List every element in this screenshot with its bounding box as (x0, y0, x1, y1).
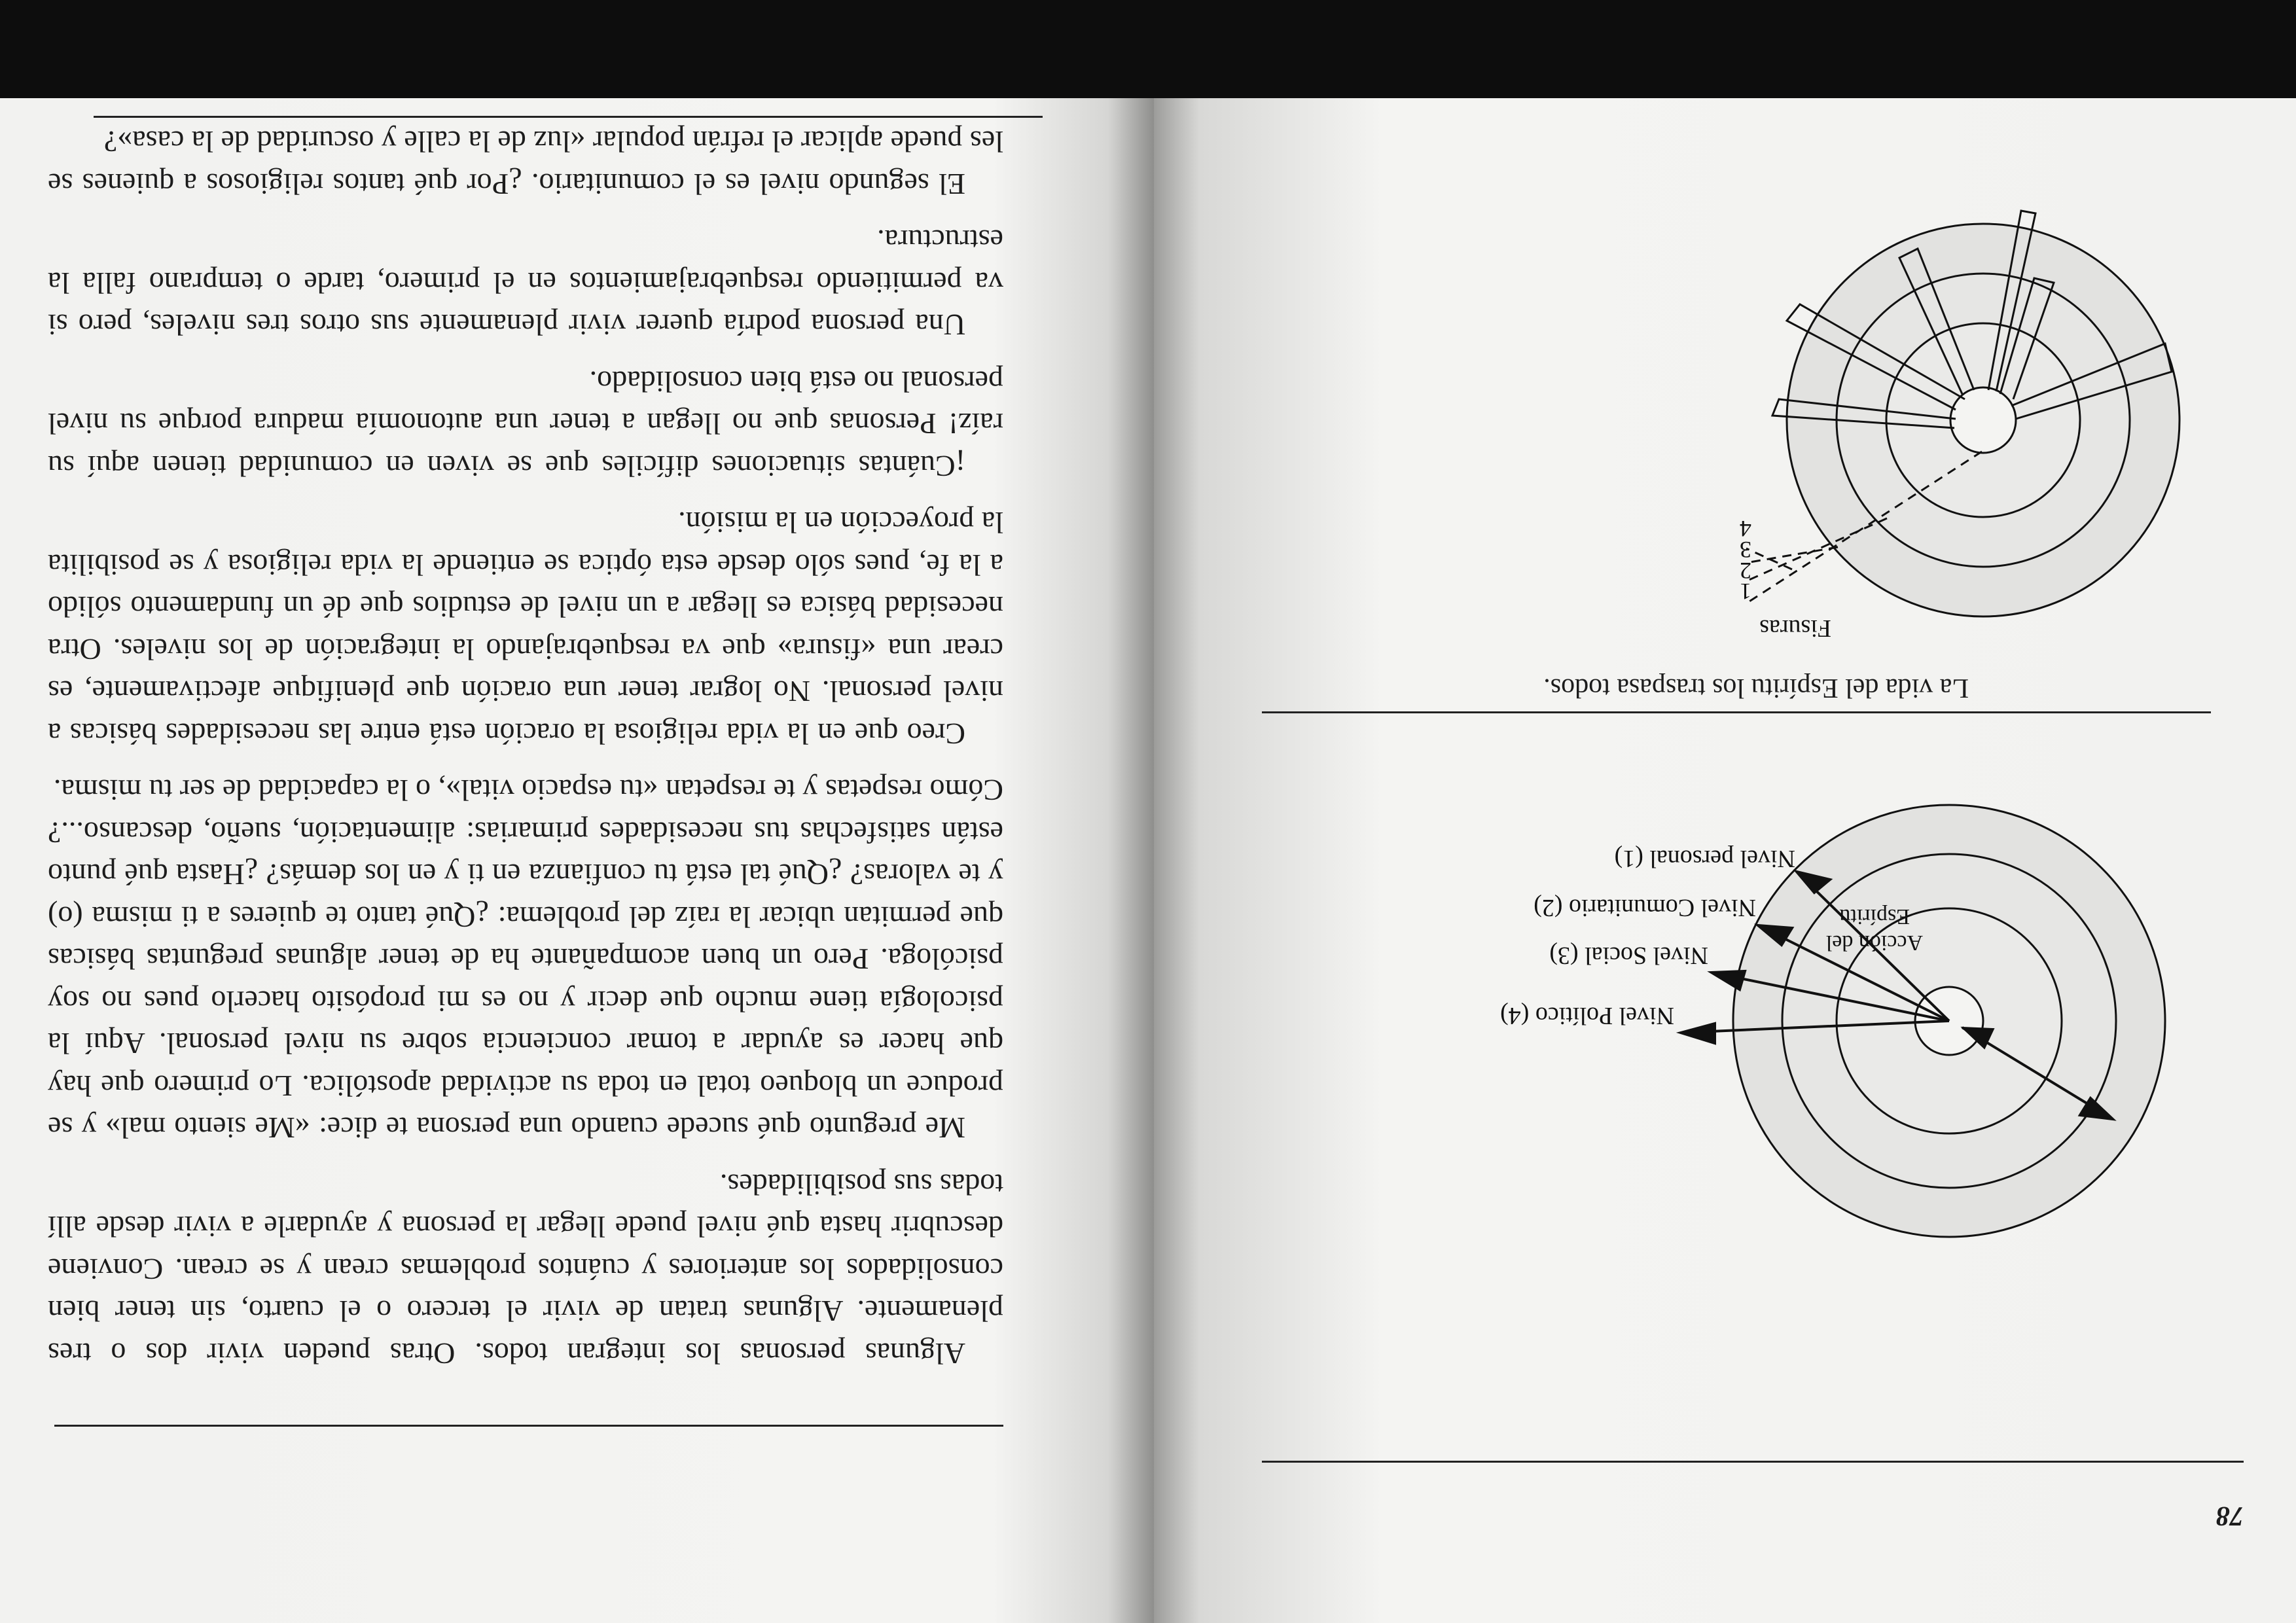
paragraph: Una persona podría querer vivir plenamente sus otros tres niveles, pero si va permitiendo resquebrajamientos en el primero, tarde o temprano falla la estructura. (48, 224, 1003, 342)
arrow-label-line1: Acción del (1825, 931, 1923, 955)
page-number: 78 (2216, 1501, 2244, 1531)
arrow-label-line2: Espíritu (1839, 904, 1910, 929)
figure-caption: La vida del Espíritu los traspasa todos. (1543, 673, 1969, 703)
table-shadow (0, 0, 2296, 98)
caption-rule (1262, 711, 2211, 713)
paragraph: Me pregunto qué sucede cuando una persona te dice: «Me siento mal» y se produce un bloqueo total en toda su actividad apostólica. Lo primero que hay que hacer es ayudar a tomar conciencia sobre su nivel personal. Aquí la psicología tiene mucho que decir y no es mi propósito hacerlo pues no soy psicóloga. Pero un buen acompañante ha de tener algunas preguntas básicas que permitan ubicar la raíz del problema: ¿Qué tanto te quieres a ti misma (o) y te valoras? ¿Qué tal está tu confianza en ti y en los demás? ¿Hasta qué punto están satisfechas tus necesidades primarias: alimentación, sueño, descanso...? Cómo respetas y te respetan «tu espacio vital», o la capacidad de ser tu misma. (48, 774, 1003, 1145)
paragraph: El segundo nivel es el comunitario. ¿Por qué tantos religiosos a quienes se les puede aplicar el refrán popular «luz de la calle y oscuridad de la casa»? (48, 125, 1003, 201)
level-label-personal: Nivel personal (1) (1614, 845, 1795, 872)
header-rule (1262, 1461, 2244, 1463)
paragraph: Algunas personas los integran todos. Otras pueden vivir dos o tres plenamente. Algunas tratan de vivir el tercero o el cuarto, sin tener bien consolidados los anteriores y cuántos problemas crean y se crean. Conviene descubrir hasta qué nivel puede llegar la persona y ayudarle a vivir desde allí todas sus posibilidades. (48, 1168, 1003, 1370)
paragraph: Creo que en la vida religiosa la oración está entre las necesidades básicas a nivel personal. No lograr tener una oración que plenifique afectivamente, es crear una «fisura» que va resquebrajando la integración de los niveles. Otra necesidad básica es llegar a un nivel de estudios que dé un fundamento sólido a la fe, pues sólo desde esta óptica se entiende la vida religiosa y se posibilita la proyección en la misión. (48, 506, 1003, 751)
paragraph: ¡Cuántas situaciones difíciles que se viven en comunidad tienen aquí su raíz! Personas que no llegan a tener una autonomía madura porque su nivel personal no está bien consolidado. (48, 365, 1003, 483)
fissures-diagram (1733, 157, 2191, 668)
fissure-number-4: 4 (1740, 516, 1751, 542)
level-label-comunitario: Nivel Comunitario (2) (1534, 894, 1756, 921)
fissure-number-3: 3 (1740, 537, 1751, 563)
text-column (48, 106, 1003, 1374)
level-label-social: Nivel Social (3) (1549, 942, 1708, 969)
fissures-label: Fisuras (1759, 615, 1831, 642)
fissure-number-2: 2 (1740, 558, 1751, 584)
left-page (1154, 0, 2296, 1623)
fissure-number-1: 1 (1740, 579, 1751, 605)
levels-diagram (1484, 746, 2178, 1283)
paragraph-rule (54, 1425, 1003, 1427)
level-label-politico: Nivel Político (4) (1500, 1002, 1674, 1029)
